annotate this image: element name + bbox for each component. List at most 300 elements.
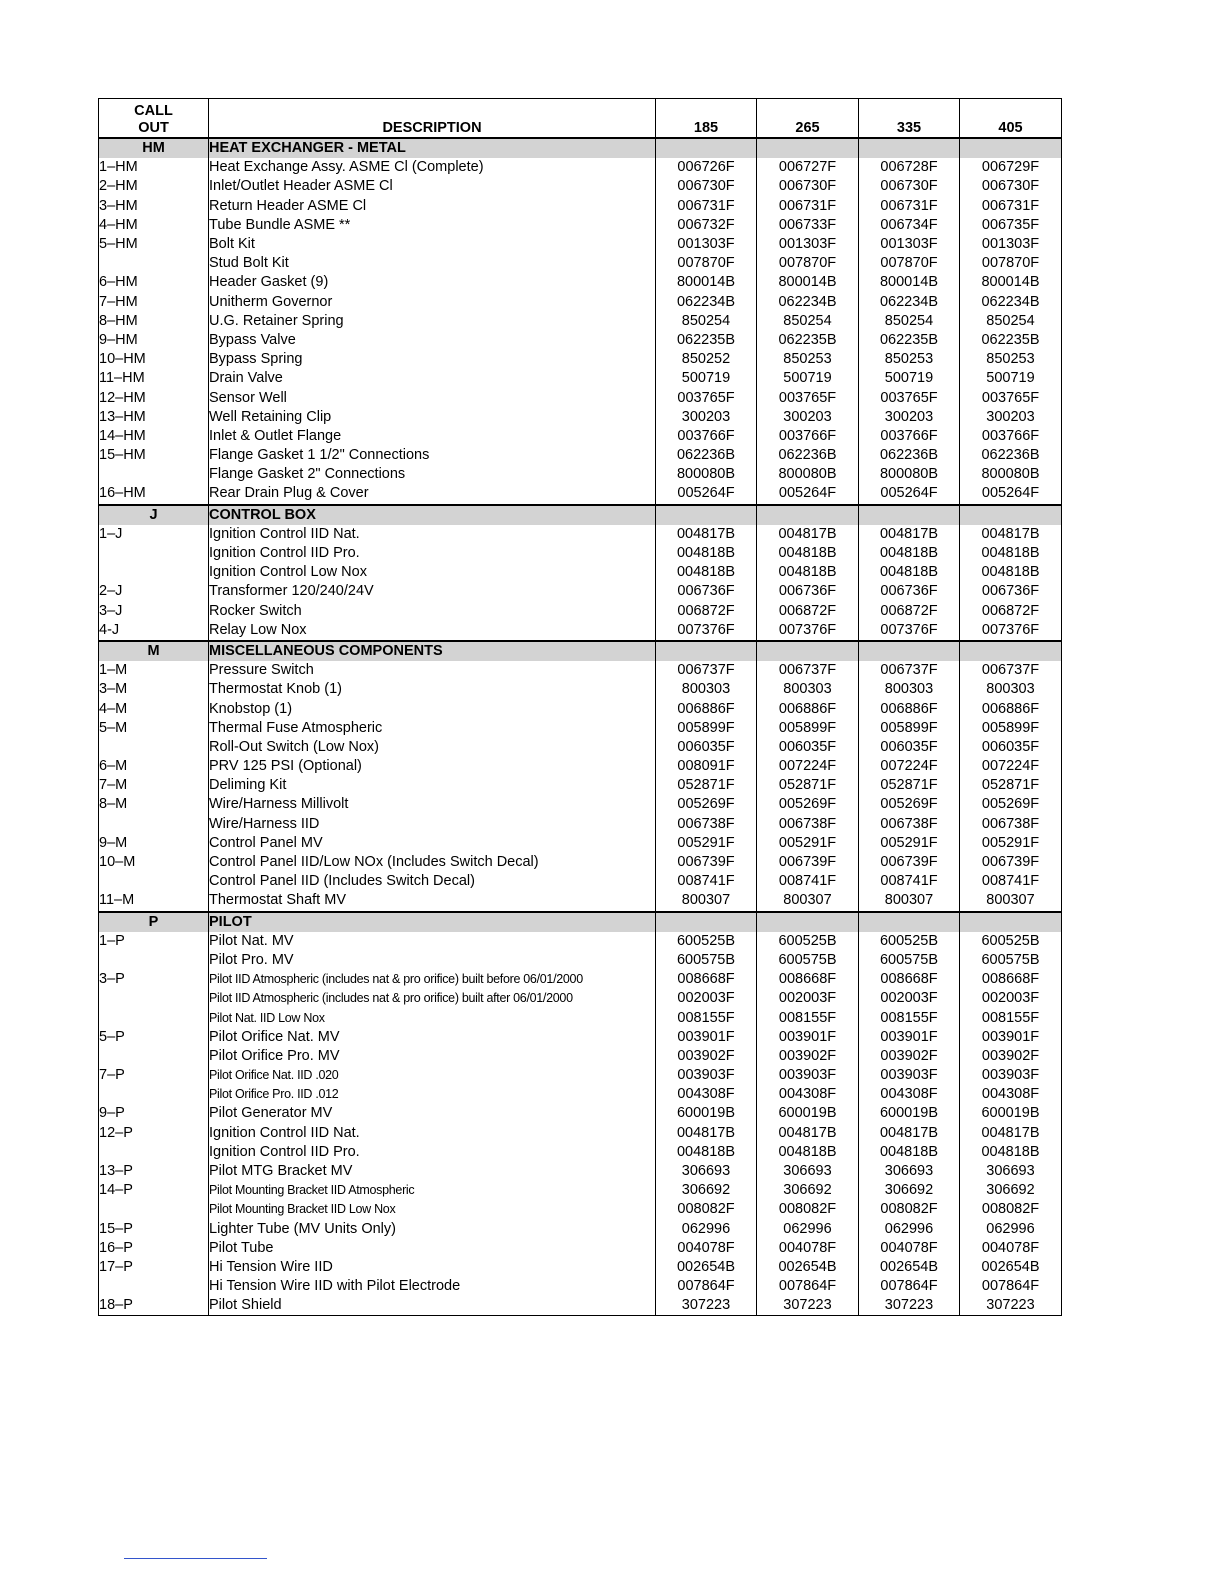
description-cell: Flange Gasket 1 1/2" Connections bbox=[209, 446, 656, 465]
part-number-cell-185: 003902F bbox=[656, 1047, 757, 1066]
table-row bbox=[99, 853, 1062, 872]
description-cell: Thermostat Knob (1) bbox=[209, 680, 656, 699]
callout-cell: 1–P bbox=[99, 932, 209, 951]
part-number-cell-405: 005264F bbox=[960, 484, 1062, 504]
part-number-cell-185: 062236B bbox=[656, 446, 757, 465]
part-number-cell-185: 800307 bbox=[656, 891, 757, 911]
table-row bbox=[99, 776, 1062, 795]
part-number-cell-335: 062235B bbox=[859, 331, 960, 350]
callout-cell bbox=[99, 563, 209, 582]
part-number-cell-405: 007870F bbox=[960, 254, 1062, 273]
section-empty-cell bbox=[960, 505, 1062, 525]
part-number-cell-185: 008082F bbox=[656, 1200, 757, 1219]
part-number-cell-185: 006736F bbox=[656, 582, 757, 601]
part-number-cell-265: 004818B bbox=[757, 1143, 859, 1162]
part-number-cell-185: 002654B bbox=[656, 1258, 757, 1277]
description-cell: Unitherm Governor bbox=[209, 293, 656, 312]
part-number-cell-405: 850253 bbox=[960, 350, 1062, 369]
part-number-cell-265: 008155F bbox=[757, 1008, 859, 1027]
table-row bbox=[99, 446, 1062, 465]
part-number-cell-265: 306693 bbox=[757, 1162, 859, 1181]
table-row bbox=[99, 661, 1062, 680]
part-number-cell-405: 008082F bbox=[960, 1200, 1062, 1219]
description-cell: Ignition Control IID Pro. bbox=[209, 1143, 656, 1162]
table-row bbox=[99, 293, 1062, 312]
callout-cell: 4–HM bbox=[99, 216, 209, 235]
table-row bbox=[99, 273, 1062, 292]
callout-header-line2: OUT bbox=[138, 120, 169, 136]
part-number-cell-405: 004817B bbox=[960, 1124, 1062, 1143]
part-number-cell-185: 500719 bbox=[656, 369, 757, 388]
part-number-cell-265: 004818B bbox=[757, 544, 859, 563]
part-number-cell-265: 052871F bbox=[757, 776, 859, 795]
part-number-cell-335: 004078F bbox=[859, 1239, 960, 1258]
description-cell: Hi Tension Wire IID with Pilot Electrode bbox=[209, 1277, 656, 1296]
section-empty-cell bbox=[757, 138, 859, 158]
part-number-cell-265: 006730F bbox=[757, 177, 859, 196]
part-number-cell-265: 006035F bbox=[757, 738, 859, 757]
description-cell: Rear Drain Plug & Cover bbox=[209, 484, 656, 504]
part-number-cell-335: 005899F bbox=[859, 719, 960, 738]
model-header-335: 335 bbox=[859, 99, 960, 139]
description-cell: Pilot IID Atmospheric (includes nat & pro orifice) built after 06/01/2000 bbox=[209, 989, 656, 1008]
table-row bbox=[99, 1220, 1062, 1239]
part-number-cell-335: 007224F bbox=[859, 757, 960, 776]
part-number-cell-265: 005291F bbox=[757, 834, 859, 853]
table-row bbox=[99, 1008, 1062, 1027]
part-number-cell-265: 004817B bbox=[757, 525, 859, 544]
part-number-cell-335: 007376F bbox=[859, 621, 960, 641]
callout-cell bbox=[99, 989, 209, 1008]
part-number-cell-335: 306692 bbox=[859, 1181, 960, 1200]
part-number-cell-185: 062234B bbox=[656, 293, 757, 312]
table-row bbox=[99, 680, 1062, 699]
callout-cell: 9–HM bbox=[99, 331, 209, 350]
part-number-cell-405: 006731F bbox=[960, 197, 1062, 216]
table-row bbox=[99, 525, 1062, 544]
section-code: HM bbox=[99, 138, 209, 158]
table-row bbox=[99, 1085, 1062, 1104]
part-number-cell-335: 300203 bbox=[859, 408, 960, 427]
part-number-cell-405: 003903F bbox=[960, 1066, 1062, 1085]
part-number-cell-265: 006731F bbox=[757, 197, 859, 216]
part-number-cell-185: 007870F bbox=[656, 254, 757, 273]
part-number-cell-335: 006872F bbox=[859, 602, 960, 621]
part-number-cell-265: 006737F bbox=[757, 661, 859, 680]
section-empty-cell bbox=[859, 138, 960, 158]
part-number-cell-185: 005899F bbox=[656, 719, 757, 738]
description-cell: Deliming Kit bbox=[209, 776, 656, 795]
description-cell: Bypass Spring bbox=[209, 350, 656, 369]
part-number-cell-405: 006035F bbox=[960, 738, 1062, 757]
part-number-cell-265: 062234B bbox=[757, 293, 859, 312]
table-row bbox=[99, 719, 1062, 738]
part-number-cell-185: 600575B bbox=[656, 951, 757, 970]
part-number-cell-265: 062236B bbox=[757, 446, 859, 465]
callout-cell bbox=[99, 872, 209, 891]
part-number-cell-335: 006730F bbox=[859, 177, 960, 196]
part-number-cell-185: 306693 bbox=[656, 1162, 757, 1181]
description-cell: Control Panel IID (Includes Switch Decal) bbox=[209, 872, 656, 891]
table-row bbox=[99, 1162, 1062, 1181]
part-number-cell-335: 062236B bbox=[859, 446, 960, 465]
section-empty-cell bbox=[656, 641, 757, 661]
part-number-cell-335: 006035F bbox=[859, 738, 960, 757]
part-number-cell-185: 800014B bbox=[656, 273, 757, 292]
part-number-cell-185: 006739F bbox=[656, 853, 757, 872]
callout-cell: 17–P bbox=[99, 1258, 209, 1277]
table-row bbox=[99, 1277, 1062, 1296]
description-cell: Knobstop (1) bbox=[209, 699, 656, 718]
description-cell: Roll-Out Switch (Low Nox) bbox=[209, 738, 656, 757]
part-number-cell-405: 003902F bbox=[960, 1047, 1062, 1066]
table-row bbox=[99, 312, 1062, 331]
part-number-cell-185: 600019B bbox=[656, 1104, 757, 1123]
callout-cell: 7–P bbox=[99, 1066, 209, 1085]
part-number-cell-335: 800307 bbox=[859, 891, 960, 911]
part-number-cell-335: 600019B bbox=[859, 1104, 960, 1123]
description-cell: Lighter Tube (MV Units Only) bbox=[209, 1220, 656, 1239]
description-cell: Pressure Switch bbox=[209, 661, 656, 680]
part-number-cell-335: 002003F bbox=[859, 989, 960, 1008]
table-header bbox=[99, 99, 1062, 139]
section-empty-cell bbox=[960, 912, 1062, 932]
section-title: CONTROL BOX bbox=[209, 505, 656, 525]
part-number-cell-185: 062996 bbox=[656, 1220, 757, 1239]
callout-cell: 16–P bbox=[99, 1239, 209, 1258]
part-number-cell-405: 007224F bbox=[960, 757, 1062, 776]
part-number-cell-335: 004818B bbox=[859, 563, 960, 582]
part-number-cell-185: 006731F bbox=[656, 197, 757, 216]
description-cell: Pilot Orifice Pro. IID .012 bbox=[209, 1085, 656, 1104]
part-number-cell-335: 007870F bbox=[859, 254, 960, 273]
part-number-cell-265: 007224F bbox=[757, 757, 859, 776]
part-number-cell-265: 002654B bbox=[757, 1258, 859, 1277]
table-row bbox=[99, 1296, 1062, 1316]
description-cell: Rocker Switch bbox=[209, 602, 656, 621]
part-number-cell-405: 306692 bbox=[960, 1181, 1062, 1200]
part-number-cell-185: 003903F bbox=[656, 1066, 757, 1085]
part-number-cell-405: 062234B bbox=[960, 293, 1062, 312]
part-number-cell-335: 850253 bbox=[859, 350, 960, 369]
description-cell: Flange Gasket 2" Connections bbox=[209, 465, 656, 484]
description-cell: Thermal Fuse Atmospheric bbox=[209, 719, 656, 738]
part-number-cell-335: 003765F bbox=[859, 388, 960, 407]
description-header: DESCRIPTION bbox=[209, 99, 656, 139]
description-cell: Pilot Pro. MV bbox=[209, 951, 656, 970]
description-cell: Hi Tension Wire IID bbox=[209, 1258, 656, 1277]
description-cell: PRV 125 PSI (Optional) bbox=[209, 757, 656, 776]
part-number-cell-405: 062236B bbox=[960, 446, 1062, 465]
part-number-cell-335: 006737F bbox=[859, 661, 960, 680]
callout-cell bbox=[99, 254, 209, 273]
part-number-cell-335: 007864F bbox=[859, 1277, 960, 1296]
section-empty-cell bbox=[757, 912, 859, 932]
part-number-cell-265: 500719 bbox=[757, 369, 859, 388]
table-row bbox=[99, 582, 1062, 601]
table-row bbox=[99, 350, 1062, 369]
model-header-405: 405 bbox=[960, 99, 1062, 139]
part-number-cell-405: 307223 bbox=[960, 1296, 1062, 1316]
table-row bbox=[99, 216, 1062, 235]
part-number-cell-335: 008741F bbox=[859, 872, 960, 891]
table-row bbox=[99, 563, 1062, 582]
part-number-cell-185: 004818B bbox=[656, 1143, 757, 1162]
callout-cell bbox=[99, 1085, 209, 1104]
part-number-cell-405: 001303F bbox=[960, 235, 1062, 254]
description-cell: Drain Valve bbox=[209, 369, 656, 388]
part-number-cell-185: 300203 bbox=[656, 408, 757, 427]
description-cell: Return Header ASME Cl bbox=[209, 197, 656, 216]
part-number-cell-185: 006730F bbox=[656, 177, 757, 196]
part-number-cell-335: 004817B bbox=[859, 525, 960, 544]
section-empty-cell bbox=[859, 912, 960, 932]
part-number-cell-405: 600575B bbox=[960, 951, 1062, 970]
model-header-265: 265 bbox=[757, 99, 859, 139]
description-cell: Pilot Orifice Nat. IID .020 bbox=[209, 1066, 656, 1085]
part-number-cell-405: 004818B bbox=[960, 1143, 1062, 1162]
part-number-cell-185: 001303F bbox=[656, 235, 757, 254]
description-cell: Pilot Mounting Bracket IID Low Nox bbox=[209, 1200, 656, 1219]
part-number-cell-265: 003903F bbox=[757, 1066, 859, 1085]
part-number-cell-265: 004078F bbox=[757, 1239, 859, 1258]
callout-cell: 3–HM bbox=[99, 197, 209, 216]
part-number-cell-265: 004308F bbox=[757, 1085, 859, 1104]
description-cell: Thermostat Shaft MV bbox=[209, 891, 656, 911]
part-number-cell-405: 800307 bbox=[960, 891, 1062, 911]
table-row bbox=[99, 1028, 1062, 1047]
part-number-cell-265: 600525B bbox=[757, 932, 859, 951]
callout-header bbox=[99, 99, 209, 139]
part-number-cell-265: 062235B bbox=[757, 331, 859, 350]
description-cell: Ignition Control Low Nox bbox=[209, 563, 656, 582]
callout-cell: 6–HM bbox=[99, 273, 209, 292]
callout-cell: 7–HM bbox=[99, 293, 209, 312]
description-cell: Header Gasket (9) bbox=[209, 273, 656, 292]
part-number-cell-335: 006734F bbox=[859, 216, 960, 235]
part-number-cell-265: 004818B bbox=[757, 563, 859, 582]
section-empty-cell bbox=[859, 505, 960, 525]
part-number-cell-335: 006728F bbox=[859, 158, 960, 177]
description-cell: Pilot Orifice Pro. MV bbox=[209, 1047, 656, 1066]
part-number-cell-335: 005269F bbox=[859, 795, 960, 814]
part-number-cell-405: 600019B bbox=[960, 1104, 1062, 1123]
callout-cell: 2–HM bbox=[99, 177, 209, 196]
part-number-cell-335: 850254 bbox=[859, 312, 960, 331]
table-row bbox=[99, 1124, 1062, 1143]
section-header-row bbox=[99, 912, 1062, 932]
part-number-cell-335: 006886F bbox=[859, 699, 960, 718]
part-number-cell-335: 800303 bbox=[859, 680, 960, 699]
table-row bbox=[99, 427, 1062, 446]
footnote-rule bbox=[124, 1558, 267, 1559]
part-number-cell-265: 300203 bbox=[757, 408, 859, 427]
part-number-cell-265: 006733F bbox=[757, 216, 859, 235]
part-number-cell-335: 008155F bbox=[859, 1008, 960, 1027]
callout-cell: 15–HM bbox=[99, 446, 209, 465]
description-cell: Control Panel IID/Low NOx (Includes Switch Decal) bbox=[209, 853, 656, 872]
part-number-cell-185: 600525B bbox=[656, 932, 757, 951]
part-number-cell-185: 004308F bbox=[656, 1085, 757, 1104]
part-number-cell-265: 306692 bbox=[757, 1181, 859, 1200]
part-number-cell-405: 062996 bbox=[960, 1220, 1062, 1239]
description-cell: Pilot IID Atmospheric (includes nat & pro orifice) built before 06/01/2000 bbox=[209, 970, 656, 989]
table-row bbox=[99, 1104, 1062, 1123]
part-number-cell-405: 005291F bbox=[960, 834, 1062, 853]
part-number-cell-405: 002003F bbox=[960, 989, 1062, 1008]
section-header-row bbox=[99, 138, 1062, 158]
part-number-cell-335: 052871F bbox=[859, 776, 960, 795]
part-number-cell-335: 800080B bbox=[859, 465, 960, 484]
part-number-cell-185: 004818B bbox=[656, 544, 757, 563]
part-number-cell-185: 006726F bbox=[656, 158, 757, 177]
part-number-cell-405: 006886F bbox=[960, 699, 1062, 718]
section-header-row bbox=[99, 641, 1062, 661]
part-number-cell-335: 062234B bbox=[859, 293, 960, 312]
description-cell: U.G. Retainer Spring bbox=[209, 312, 656, 331]
callout-cell: 8–HM bbox=[99, 312, 209, 331]
description-cell: Inlet/Outlet Header ASME Cl bbox=[209, 177, 656, 196]
part-number-cell-405: 800014B bbox=[960, 273, 1062, 292]
part-number-cell-265: 003766F bbox=[757, 427, 859, 446]
part-number-cell-405: 006737F bbox=[960, 661, 1062, 680]
description-cell: Stud Bolt Kit bbox=[209, 254, 656, 273]
description-cell: Wire/Harness Millivolt bbox=[209, 795, 656, 814]
part-number-cell-185: 800080B bbox=[656, 465, 757, 484]
part-number-cell-185: 004078F bbox=[656, 1239, 757, 1258]
section-header-row bbox=[99, 505, 1062, 525]
part-number-cell-265: 850253 bbox=[757, 350, 859, 369]
table-row bbox=[99, 1258, 1062, 1277]
part-number-cell-335: 003903F bbox=[859, 1066, 960, 1085]
callout-cell: 3–J bbox=[99, 602, 209, 621]
callout-cell: 5–M bbox=[99, 719, 209, 738]
table-row bbox=[99, 891, 1062, 911]
part-number-cell-185: 008668F bbox=[656, 970, 757, 989]
part-number-cell-265: 006872F bbox=[757, 602, 859, 621]
part-number-cell-405: 800080B bbox=[960, 465, 1062, 484]
part-number-cell-405: 005899F bbox=[960, 719, 1062, 738]
callout-cell: 12–HM bbox=[99, 388, 209, 407]
part-number-cell-335: 003902F bbox=[859, 1047, 960, 1066]
table-body bbox=[99, 138, 1062, 1316]
callout-cell: 18–P bbox=[99, 1296, 209, 1316]
callout-cell: 1–J bbox=[99, 525, 209, 544]
part-number-cell-405: 008668F bbox=[960, 970, 1062, 989]
description-cell: Inlet & Outlet Flange bbox=[209, 427, 656, 446]
description-cell: Ignition Control IID Nat. bbox=[209, 1124, 656, 1143]
part-number-cell-185: 002003F bbox=[656, 989, 757, 1008]
part-number-cell-405: 006729F bbox=[960, 158, 1062, 177]
table-row bbox=[99, 815, 1062, 834]
callout-cell bbox=[99, 465, 209, 484]
part-number-cell-405: 004818B bbox=[960, 563, 1062, 582]
section-empty-cell bbox=[656, 138, 757, 158]
table-row bbox=[99, 331, 1062, 350]
part-number-cell-265: 002003F bbox=[757, 989, 859, 1008]
part-number-cell-265: 800014B bbox=[757, 273, 859, 292]
part-number-cell-335: 006738F bbox=[859, 815, 960, 834]
part-number-cell-185: 005269F bbox=[656, 795, 757, 814]
part-number-cell-185: 006738F bbox=[656, 815, 757, 834]
part-number-cell-185: 850254 bbox=[656, 312, 757, 331]
part-number-cell-185: 052871F bbox=[656, 776, 757, 795]
callout-cell: 11–HM bbox=[99, 369, 209, 388]
callout-cell: 1–HM bbox=[99, 158, 209, 177]
table-row bbox=[99, 1200, 1062, 1219]
table-row bbox=[99, 408, 1062, 427]
description-cell: Pilot Orifice Nat. MV bbox=[209, 1028, 656, 1047]
part-number-cell-335: 600525B bbox=[859, 932, 960, 951]
part-number-cell-265: 001303F bbox=[757, 235, 859, 254]
description-cell: Pilot Tube bbox=[209, 1239, 656, 1258]
part-number-cell-335: 006739F bbox=[859, 853, 960, 872]
table-row bbox=[99, 699, 1062, 718]
section-code: P bbox=[99, 912, 209, 932]
part-number-cell-185: 006035F bbox=[656, 738, 757, 757]
section-code: M bbox=[99, 641, 209, 661]
part-number-cell-335: 600575B bbox=[859, 951, 960, 970]
part-number-cell-405: 007376F bbox=[960, 621, 1062, 641]
part-number-cell-185: 800303 bbox=[656, 680, 757, 699]
part-number-cell-185: 003765F bbox=[656, 388, 757, 407]
description-cell: Bypass Valve bbox=[209, 331, 656, 350]
callout-cell: 9–P bbox=[99, 1104, 209, 1123]
model-header-185: 185 bbox=[656, 99, 757, 139]
part-number-cell-335: 306693 bbox=[859, 1162, 960, 1181]
part-number-cell-405: 800303 bbox=[960, 680, 1062, 699]
description-cell: Relay Low Nox bbox=[209, 621, 656, 641]
description-cell: Pilot Generator MV bbox=[209, 1104, 656, 1123]
part-number-cell-185: 006872F bbox=[656, 602, 757, 621]
part-number-cell-185: 008155F bbox=[656, 1008, 757, 1027]
part-number-cell-185: 008091F bbox=[656, 757, 757, 776]
part-number-cell-185: 006737F bbox=[656, 661, 757, 680]
description-cell: Pilot Shield bbox=[209, 1296, 656, 1316]
callout-cell: 16–HM bbox=[99, 484, 209, 504]
callout-cell: 4–M bbox=[99, 699, 209, 718]
callout-cell bbox=[99, 1143, 209, 1162]
callout-cell: 10–HM bbox=[99, 350, 209, 369]
part-number-cell-405: 003765F bbox=[960, 388, 1062, 407]
description-cell: Tube Bundle ASME ** bbox=[209, 216, 656, 235]
table-row bbox=[99, 932, 1062, 951]
table-row bbox=[99, 235, 1062, 254]
section-code: J bbox=[99, 505, 209, 525]
callout-cell: 5–P bbox=[99, 1028, 209, 1047]
part-number-cell-335: 004308F bbox=[859, 1085, 960, 1104]
section-empty-cell bbox=[859, 641, 960, 661]
part-number-cell-265: 003765F bbox=[757, 388, 859, 407]
description-cell: Wire/Harness IID bbox=[209, 815, 656, 834]
callout-cell: 8–M bbox=[99, 795, 209, 814]
table-row bbox=[99, 834, 1062, 853]
part-number-cell-265: 008668F bbox=[757, 970, 859, 989]
part-number-cell-405: 004817B bbox=[960, 525, 1062, 544]
callout-cell bbox=[99, 815, 209, 834]
table-row bbox=[99, 1066, 1062, 1085]
callout-header-line1: CALL bbox=[134, 103, 173, 119]
part-number-cell-265: 008741F bbox=[757, 872, 859, 891]
table-row bbox=[99, 1181, 1062, 1200]
description-cell: Transformer 120/240/24V bbox=[209, 582, 656, 601]
part-number-cell-335: 003766F bbox=[859, 427, 960, 446]
table-row bbox=[99, 484, 1062, 504]
part-number-cell-405: 300203 bbox=[960, 408, 1062, 427]
part-number-cell-265: 006886F bbox=[757, 699, 859, 718]
part-number-cell-265: 600575B bbox=[757, 951, 859, 970]
section-title: HEAT EXCHANGER - METAL bbox=[209, 138, 656, 158]
